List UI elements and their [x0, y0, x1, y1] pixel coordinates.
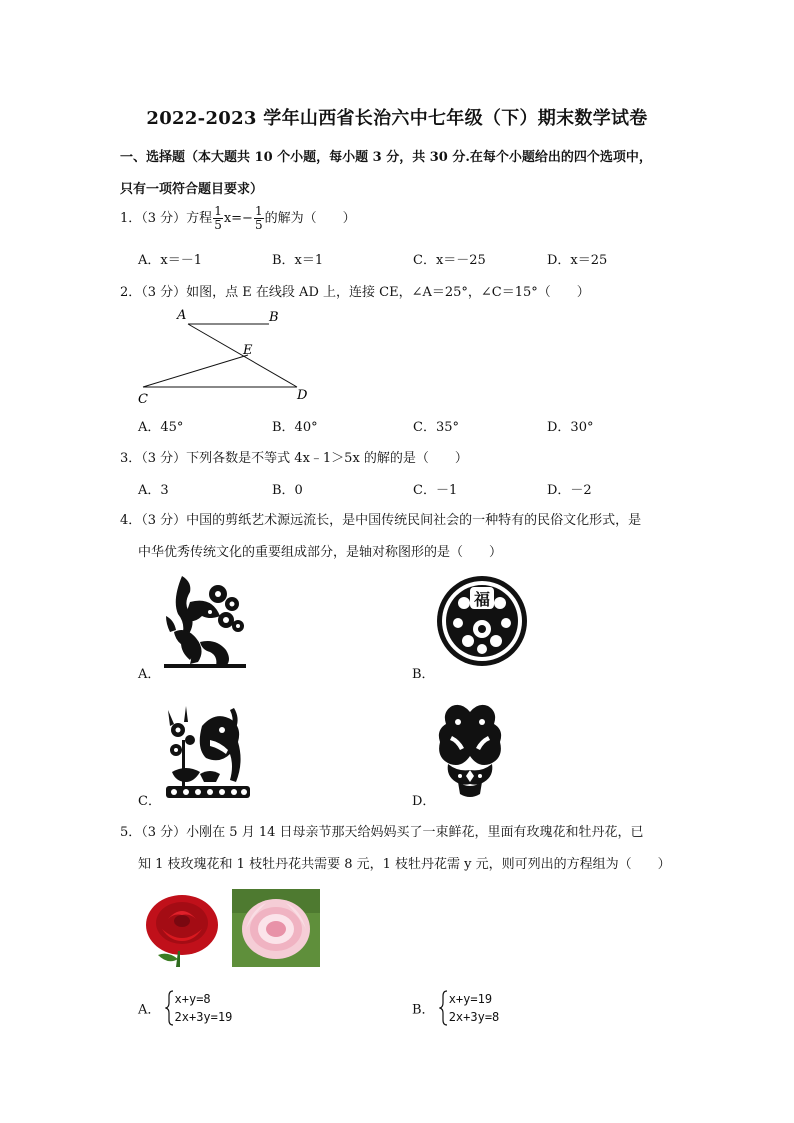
- page-title: 2022-2023 学年山西省长治六中七年级（下）期末数学试卷: [146, 108, 648, 129]
- eq-b-2: 2x+3y=8: [448, 1010, 500, 1024]
- q2-option-c: C．35°: [413, 420, 459, 435]
- segment-ce: [143, 355, 248, 387]
- q4-option-d: D．: [412, 794, 436, 809]
- label-d: D: [297, 388, 308, 403]
- q4-option-a: A．: [138, 667, 161, 682]
- q1-fraction-1: $\frac{1}{5}$: [214, 204, 222, 232]
- q1-fraction-2: $\frac{1}{5}$: [254, 204, 263, 232]
- q3-option-b: B．0: [272, 483, 303, 498]
- fu-character: 福: [473, 590, 491, 609]
- label-b: B: [269, 310, 279, 325]
- section-heading-line1: 一、选择题（本大题共 10 个小题，每小题 3 分，共 30 分.在每个小题给出的四个选项中，: [120, 150, 652, 165]
- eq-a-2: 2x+3y=19: [174, 1010, 233, 1024]
- q2-option-d: D．30°: [547, 420, 594, 435]
- question-4-line2: 中华优秀传统文化的重要组成部分，是轴对称图形的是（ ）: [138, 545, 503, 560]
- label-c: C: [138, 392, 148, 407]
- q1-option-c: C．x＝－25: [413, 253, 486, 268]
- left-brace-icon: [165, 990, 175, 1026]
- q3-option-a: A．3: [138, 483, 169, 498]
- q2-option-a: A．45°: [138, 420, 184, 435]
- papercut-symmetric-phoenix-image: [434, 702, 506, 802]
- q1-prefix: 1．（3 分）方程: [120, 211, 213, 226]
- left-brace-icon: [439, 990, 449, 1026]
- eq-b-1: x+y=19: [448, 992, 493, 1006]
- q3-option-d: D．－2: [547, 483, 592, 498]
- q5-option-b: [412, 990, 499, 1026]
- papercut-bird-flowers-image: [164, 700, 254, 800]
- q2-option-b: B．40°: [272, 420, 318, 435]
- question-1: [120, 205, 356, 232]
- q5-option-a: [138, 990, 232, 1026]
- q1-option-b: B．x＝1: [272, 253, 324, 268]
- question-2: 2．（3 分）如图，点 E 在线段 AD 上，连接 CE，∠A＝25°，∠C＝15°（ ）: [120, 285, 590, 300]
- eq-a-1: x+y=8: [174, 992, 211, 1006]
- q1-suffix: 的解为（ ）: [264, 211, 356, 226]
- q5-option-b-label: B．: [412, 1002, 435, 1018]
- question-4-line1: 4．（3 分）中国的剪纸艺术源远流长，是中国传统民间社会的一种特有的民俗文化形式，是: [120, 513, 642, 528]
- section-heading-line2: 只有一项符合题目要求）: [120, 182, 264, 197]
- q5-option-a-label: A．: [138, 1002, 161, 1018]
- q1-mid: x=−: [223, 211, 253, 226]
- rose-photo: [138, 889, 226, 967]
- q4-option-c: C．: [138, 794, 161, 809]
- peony-photo: [232, 889, 320, 967]
- question-3: 3．（3 分）下列各数是不等式 4x﹣1＞5x 的解的是（ ）: [120, 451, 468, 466]
- label-e: E: [243, 343, 253, 358]
- q1-option-a: A．x＝－1: [138, 253, 202, 268]
- q3-option-c: C．－1: [413, 483, 458, 498]
- q1-option-d: D．x＝25: [547, 253, 608, 268]
- papercut-round-fu-image: [434, 573, 530, 669]
- question-5-line1: 5．（3 分）小刚在 5 月 14 日母亲节那天给妈妈买了一束鲜花，里面有玫瑰花和牡丹花，已: [120, 825, 644, 840]
- q4-option-b: B．: [412, 667, 435, 682]
- label-a: A: [177, 308, 187, 323]
- equation-system-a: [165, 990, 233, 1026]
- equation-system-b: [439, 990, 500, 1026]
- question-5-line2: 知 1 枝玫瑰花和 1 枝牡丹花共需要 8 元，1 枝牡丹花需 y 元，则可列出的方程组为（ ）: [138, 857, 671, 872]
- papercut-bird-plum-image: [160, 572, 250, 670]
- q2-figure: [130, 304, 320, 408]
